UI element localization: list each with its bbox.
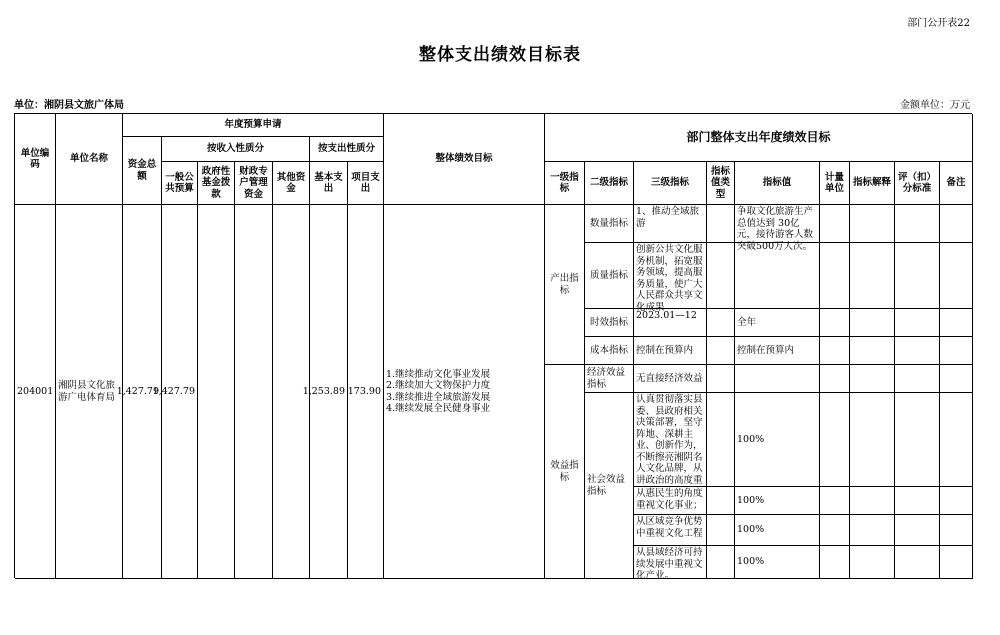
output-measure-unit	[820, 205, 850, 243]
benefit-type	[707, 546, 735, 579]
header-indicator-explain: 指标解释	[850, 162, 895, 205]
header-level2: 二级指标	[585, 162, 634, 205]
benefit-level2: 经济效益指标	[585, 365, 634, 393]
output-scoring	[895, 309, 940, 337]
page-title: 整体支出绩效目标表	[419, 45, 581, 65]
benefit-level2: 社会效益指标	[585, 393, 634, 579]
benefit-level3: 认真贯彻落实县委、县政府相关决策部署，坚守阵地、深耕主业、创新作为，不断擦亮湘阴名人文化品牌，从讲政治的高度重	[634, 393, 707, 487]
output-explain	[850, 337, 895, 365]
benefit-measure-unit	[820, 546, 850, 579]
output-level3: 1、推动全域旅游	[634, 205, 707, 243]
row-unit-code: 204001	[15, 205, 56, 579]
output-scoring	[895, 205, 940, 243]
header-measure-unit: 计量单位	[820, 162, 850, 205]
output-explain	[850, 243, 895, 309]
output-level2: 质量指标	[585, 243, 634, 309]
benefit-measure-unit	[820, 365, 850, 393]
benefit-remark	[940, 393, 973, 487]
benefit-measure-unit	[820, 487, 850, 515]
benefit-scoring	[895, 546, 940, 579]
header-remark: 备注	[940, 162, 973, 205]
header-other-funds: 其他资金	[273, 162, 310, 205]
benefit-scoring	[895, 487, 940, 515]
output-value: 控制在预算内	[735, 337, 820, 365]
output-level3: 2023.01—12	[634, 309, 707, 337]
performance-table	[14, 113, 972, 581]
output-remark	[940, 243, 973, 309]
output-value: 全年	[735, 309, 820, 337]
output-measure-unit	[820, 337, 850, 365]
output-remark	[940, 309, 973, 337]
row-unit-name: 湘阴县文化旅游广电体育局	[56, 205, 123, 579]
header-unit-name: 单位名称	[56, 114, 123, 205]
benefit-remark	[940, 487, 973, 515]
header-gov-fund: 政府性基金拨款	[198, 162, 235, 205]
output-type	[707, 205, 735, 243]
benefit-remark	[940, 515, 973, 546]
benefit-value: 100%	[735, 546, 820, 579]
benefit-explain	[850, 393, 895, 487]
benefit-level3: 无直接经济效益	[634, 365, 707, 393]
row-general-public: 1,427.79	[162, 205, 198, 579]
header-scoring: 评（扣）分标准	[895, 162, 940, 205]
benefit-type	[707, 487, 735, 515]
benefit-scoring	[895, 515, 940, 546]
output-level1: 产出指标	[545, 205, 585, 365]
benefit-level1: 效益指标	[545, 365, 585, 579]
benefit-explain	[850, 487, 895, 515]
output-explain	[850, 205, 895, 243]
row-project-expense: 173.90	[348, 205, 384, 579]
header-fiscal-special: 财政专户管理资金	[235, 162, 273, 205]
benefit-type	[707, 393, 735, 487]
header-project-expense: 项目支出	[348, 162, 384, 205]
benefit-explain	[850, 546, 895, 579]
header-by-income: 按收入性质分	[162, 137, 310, 162]
header-by-expense: 按支出性质分	[310, 137, 384, 162]
output-measure-unit	[820, 243, 850, 309]
header-general-public: 一般公共预算	[162, 162, 198, 205]
output-remark	[940, 337, 973, 365]
benefit-type	[707, 365, 735, 393]
row-basic-expense: 1,253.89	[310, 205, 348, 579]
output-level3: 创新公共文化服务机制，拓宽服务领域，提高服务质量，使广大人民群众共享文化成果	[634, 243, 707, 309]
benefit-remark	[940, 365, 973, 393]
benefit-measure-unit	[820, 515, 850, 546]
header-level3: 三级指标	[634, 162, 707, 205]
header-dept-goal: 部门整体支出年度绩效目标	[545, 114, 973, 162]
table-number-label: 部门公开表22	[907, 18, 970, 29]
benefit-level3: 从惠民生的角度重视文化事业；	[634, 487, 707, 515]
row-fiscal-special	[235, 205, 273, 579]
header-total-funds: 资金总额	[123, 137, 162, 205]
output-level2: 数量指标	[585, 205, 634, 243]
header-indicator-type: 指标值类型	[707, 162, 735, 205]
benefit-value: 100%	[735, 393, 820, 487]
header-annual-budget: 年度预算申请	[123, 114, 384, 137]
row-total-funds: 1,427.79	[123, 205, 162, 579]
output-level2: 时效指标	[585, 309, 634, 337]
benefit-explain	[850, 365, 895, 393]
benefit-value: 100%	[735, 515, 820, 546]
unit-label: 单位：湘阴县文旅广体局	[14, 100, 124, 111]
output-level2: 成本指标	[585, 337, 634, 365]
output-level3: 控制在预算内	[634, 337, 707, 365]
benefit-measure-unit	[820, 393, 850, 487]
header-indicator-value: 指标值	[735, 162, 820, 205]
output-value	[735, 243, 820, 309]
header-basic-expense: 基本支出	[310, 162, 348, 205]
output-type	[707, 243, 735, 309]
output-type	[707, 337, 735, 365]
benefit-value: 100%	[735, 487, 820, 515]
output-explain	[850, 309, 895, 337]
benefit-remark	[940, 546, 973, 579]
row-overall-goal: 1.继续推动文化事业发展 2.继续加大文物保护力度 3.继续推进全域旅游发展 4.继续发展全民健身事业	[384, 205, 545, 579]
output-scoring	[895, 337, 940, 365]
benefit-scoring	[895, 393, 940, 487]
benefit-scoring	[895, 365, 940, 393]
output-value: 争取文化旅游生产总值达到 30亿元，接待游客人数突破500万人次。	[735, 205, 820, 243]
header-unit-code: 单位编码	[15, 114, 56, 205]
benefit-type	[707, 515, 735, 546]
benefit-value	[735, 365, 820, 393]
benefit-explain	[850, 515, 895, 546]
output-remark	[940, 205, 973, 243]
output-scoring	[895, 243, 940, 309]
header-level1: 一级指标	[545, 162, 585, 205]
output-type	[707, 309, 735, 337]
row-gov-fund	[198, 205, 235, 579]
output-measure-unit	[820, 309, 850, 337]
benefit-level3: 从区域竞争优势中重视文化工程	[634, 515, 707, 546]
benefit-level3: 从县域经济可持续发展中重视文化产业。	[634, 546, 707, 579]
header-overall-goal: 整体绩效目标	[384, 114, 545, 205]
amount-unit-label: 金额单位：万元	[900, 100, 970, 111]
